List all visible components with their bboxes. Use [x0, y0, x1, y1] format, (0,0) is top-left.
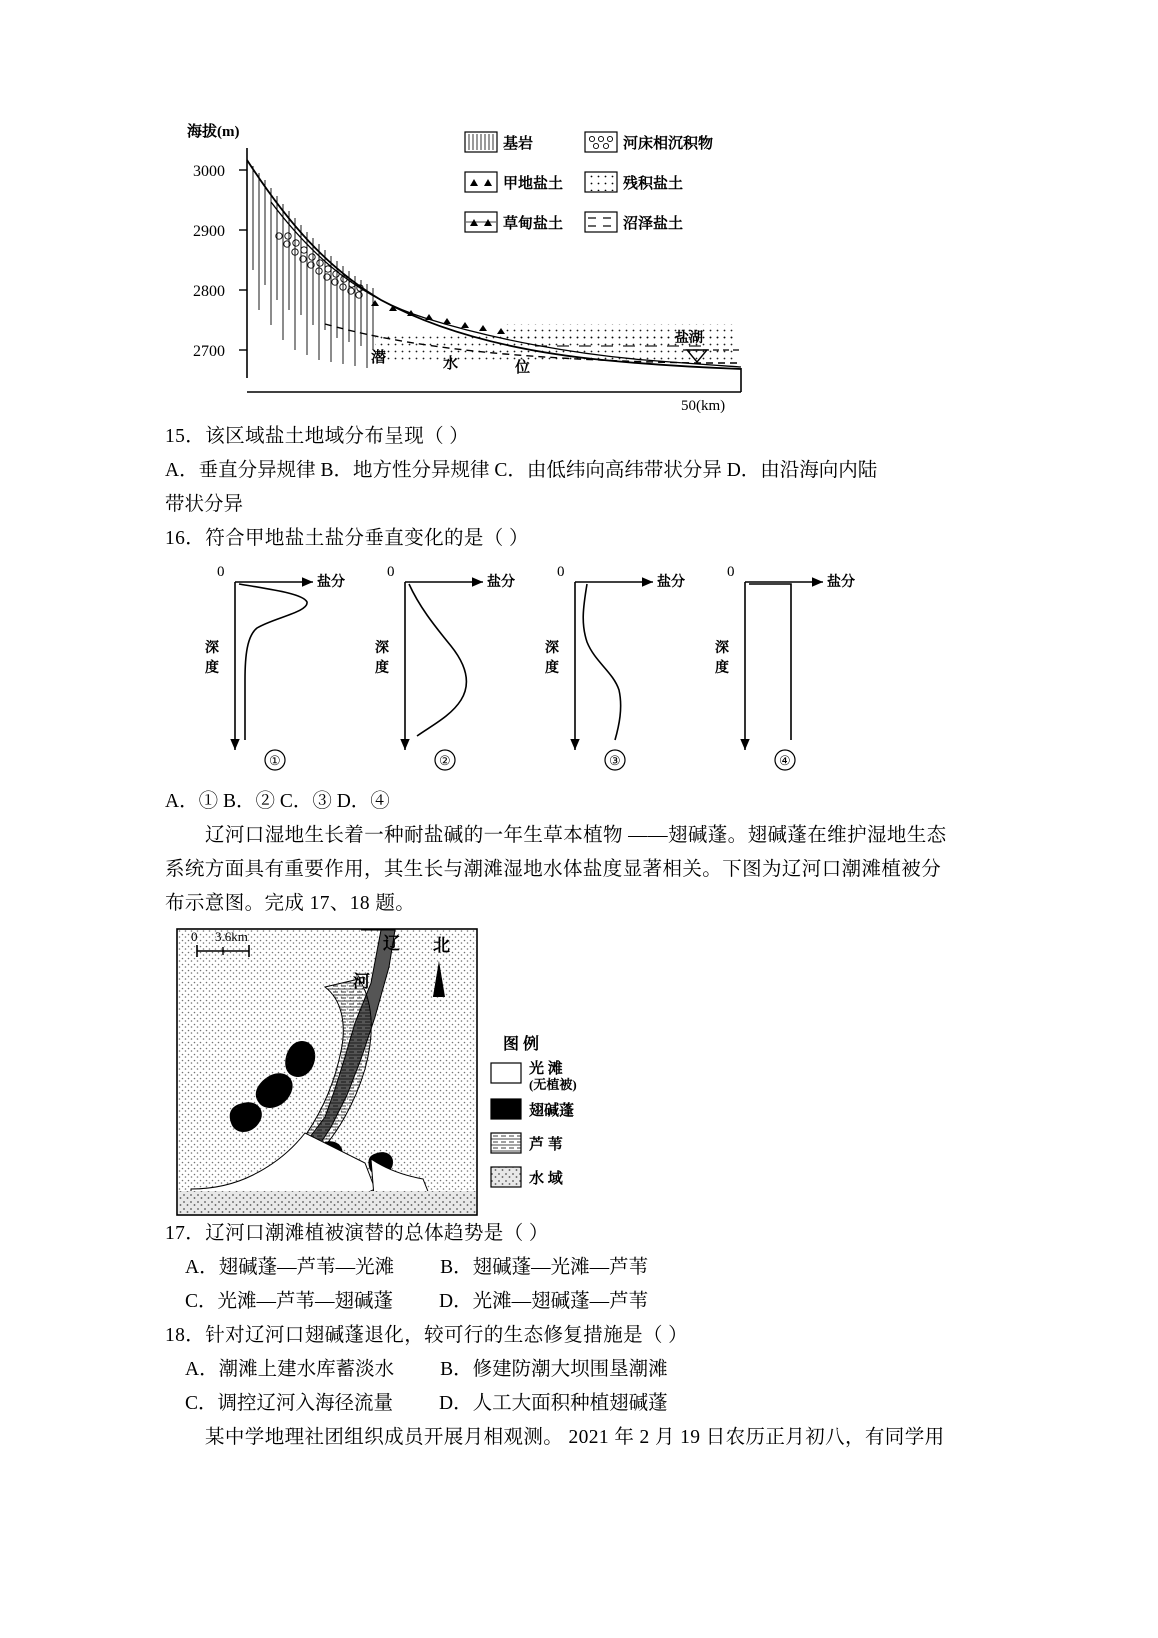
- passage-2-line2: 系统方面具有重要作用，其生长与潮滩湿地水体盐度显著相关。下图为辽河口潮滩植被分: [165, 859, 942, 880]
- legend-deposit-label: 河床相沉积物: [623, 136, 714, 152]
- question-17-option-b[interactable]: B．翅碱蓬—光滩—芦苇: [440, 1257, 649, 1278]
- question-17-option-d[interactable]: D．光滩—翅碱蓬—芦苇: [439, 1291, 649, 1312]
- scale-zero-label: 0: [191, 929, 198, 944]
- legend-bedrock-label: 基岩: [503, 136, 534, 152]
- svg-text:②: ②: [439, 753, 451, 768]
- page-content: [165, 110, 995, 1455]
- legend-residual-label: 残积盐土: [623, 176, 684, 192]
- svg-text:盐分: 盐分: [827, 575, 855, 590]
- y-axis-label: 海拔(m): [187, 124, 240, 140]
- legend-reed-swatch: [491, 1133, 521, 1153]
- panel-1: [205, 564, 345, 770]
- legend-water-swatch: [491, 1167, 521, 1187]
- figure-liaohe-estuary-map: [175, 927, 595, 1217]
- panel-4: [715, 564, 855, 770]
- question-18-option-a[interactable]: A．潮滩上建水库蓄淡水: [185, 1359, 395, 1380]
- question-15-options-line2[interactable]: 带状分异: [165, 494, 244, 515]
- legend-water-label: 水 域: [529, 1171, 563, 1187]
- label-wei: 位: [515, 360, 531, 376]
- legend-jia-label: 甲地盐土: [503, 176, 564, 192]
- legend-reed-label: 芦 苇: [529, 1137, 563, 1153]
- svg-text:度: 度: [375, 661, 389, 676]
- label-shui: 水: [443, 356, 459, 372]
- passage-2-line3: 布示意图。完成 17、18 题。: [165, 893, 416, 914]
- figure-salinity-depth-graphs: [195, 560, 895, 785]
- legend-bare-flat-label: 光 滩: [529, 1061, 563, 1077]
- river-label-liao: 辽: [383, 934, 400, 953]
- legend-bare-flat-swatch: [491, 1063, 521, 1083]
- svg-text:0: 0: [557, 564, 565, 580]
- svg-text:度: 度: [545, 661, 559, 676]
- label-salt-lake: 盐湖: [675, 331, 703, 346]
- svg-text:盐分: 盐分: [487, 575, 515, 590]
- legend-suaeda-label: 翅碱蓬: [529, 1103, 575, 1119]
- panel-3: [545, 564, 685, 770]
- y-tick-2700: 2700: [193, 343, 225, 360]
- svg-text:0: 0: [217, 564, 225, 580]
- legend-suaeda-swatch: [491, 1099, 521, 1119]
- question-17-option-c[interactable]: C．光滩—芦苇—翅碱蓬: [185, 1291, 394, 1312]
- question-16-stem: 16．符合甲地盐土盐分垂直变化的是（ ）: [165, 528, 529, 549]
- legend-title: 图 例: [503, 1036, 540, 1053]
- svg-text:①: ①: [269, 753, 281, 768]
- svg-text:深: 深: [205, 641, 219, 656]
- question-16-options[interactable]: A．① B．② C．③ D．④: [165, 791, 390, 812]
- y-tick-2900: 2900: [193, 223, 225, 240]
- question-18-options-row2: [165, 1387, 995, 1421]
- svg-text:④: ④: [779, 753, 791, 768]
- question-18-option-b[interactable]: B．修建防潮大坝围垦潮滩: [440, 1359, 668, 1380]
- svg-text:0: 0: [387, 564, 395, 580]
- svg-text:0: 0: [727, 564, 735, 580]
- passage-2-line1: 辽河口湿地生长着一种耐盐碱的一年生草本植物 ——翅碱蓬。翅碱蓬在维护湿地生态: [205, 825, 947, 846]
- water-zone: [178, 1191, 476, 1214]
- svg-text:盐分: 盐分: [657, 575, 685, 590]
- svg-text:③: ③: [609, 753, 621, 768]
- scale-label: 3.6km: [215, 929, 248, 944]
- legend-marsh-label: 沼泽盐土: [623, 216, 684, 232]
- north-label: 北: [433, 936, 450, 955]
- passage-3-line1: 某中学地理社团组织成员开展月相观测。 2021 年 2 月 19 日农历正月初八，有同学用: [205, 1427, 945, 1448]
- river-label-he: 河: [353, 972, 370, 991]
- svg-text:深: 深: [715, 641, 729, 656]
- panel-2: [375, 564, 515, 770]
- question-18-stem: 18．针对辽河口翅碱蓬退化，较可行的生态修复措施是（ ）: [165, 1325, 689, 1346]
- figure1-legend: [465, 132, 713, 232]
- y-tick-3000: 3000: [193, 163, 225, 180]
- question-17-options-row2: [165, 1285, 995, 1319]
- x-scale-label: 50(km): [681, 398, 726, 414]
- map-legend: [491, 1034, 577, 1187]
- question-17-option-a[interactable]: A．翅碱蓬—芦苇—光滩: [185, 1257, 395, 1278]
- question-15-options-line1[interactable]: A．垂直分异规律 B．地方性分异规律 C．由低纬向高纬带状分异 D．由沿海向内陆: [165, 460, 878, 481]
- question-15-stem: 15．该区域盐土地域分布呈现（ ）: [165, 426, 470, 447]
- legend-meadow-label: 草甸盐土: [503, 216, 564, 232]
- legend-bare-flat-sub: (无植被): [529, 1077, 577, 1092]
- label-qian: 潜: [371, 350, 387, 366]
- svg-text:深: 深: [375, 641, 389, 656]
- svg-text:盐分: 盐分: [317, 575, 345, 590]
- question-18-option-d[interactable]: D．人工大面积种植翅碱蓬: [439, 1393, 668, 1414]
- question-17-options-row1: [165, 1251, 995, 1285]
- svg-text:度: 度: [205, 661, 219, 676]
- question-18-options-row1: [165, 1353, 995, 1387]
- question-17-stem: 17．辽河口潮滩植被演替的总体趋势是（ ）: [165, 1223, 549, 1244]
- y-tick-2800: 2800: [193, 283, 225, 300]
- svg-text:深: 深: [545, 641, 559, 656]
- figure-elevation-cross-section: [175, 110, 775, 420]
- question-18-option-c[interactable]: C．调控辽河入海径流量: [185, 1393, 394, 1414]
- svg-text:度: 度: [715, 661, 729, 676]
